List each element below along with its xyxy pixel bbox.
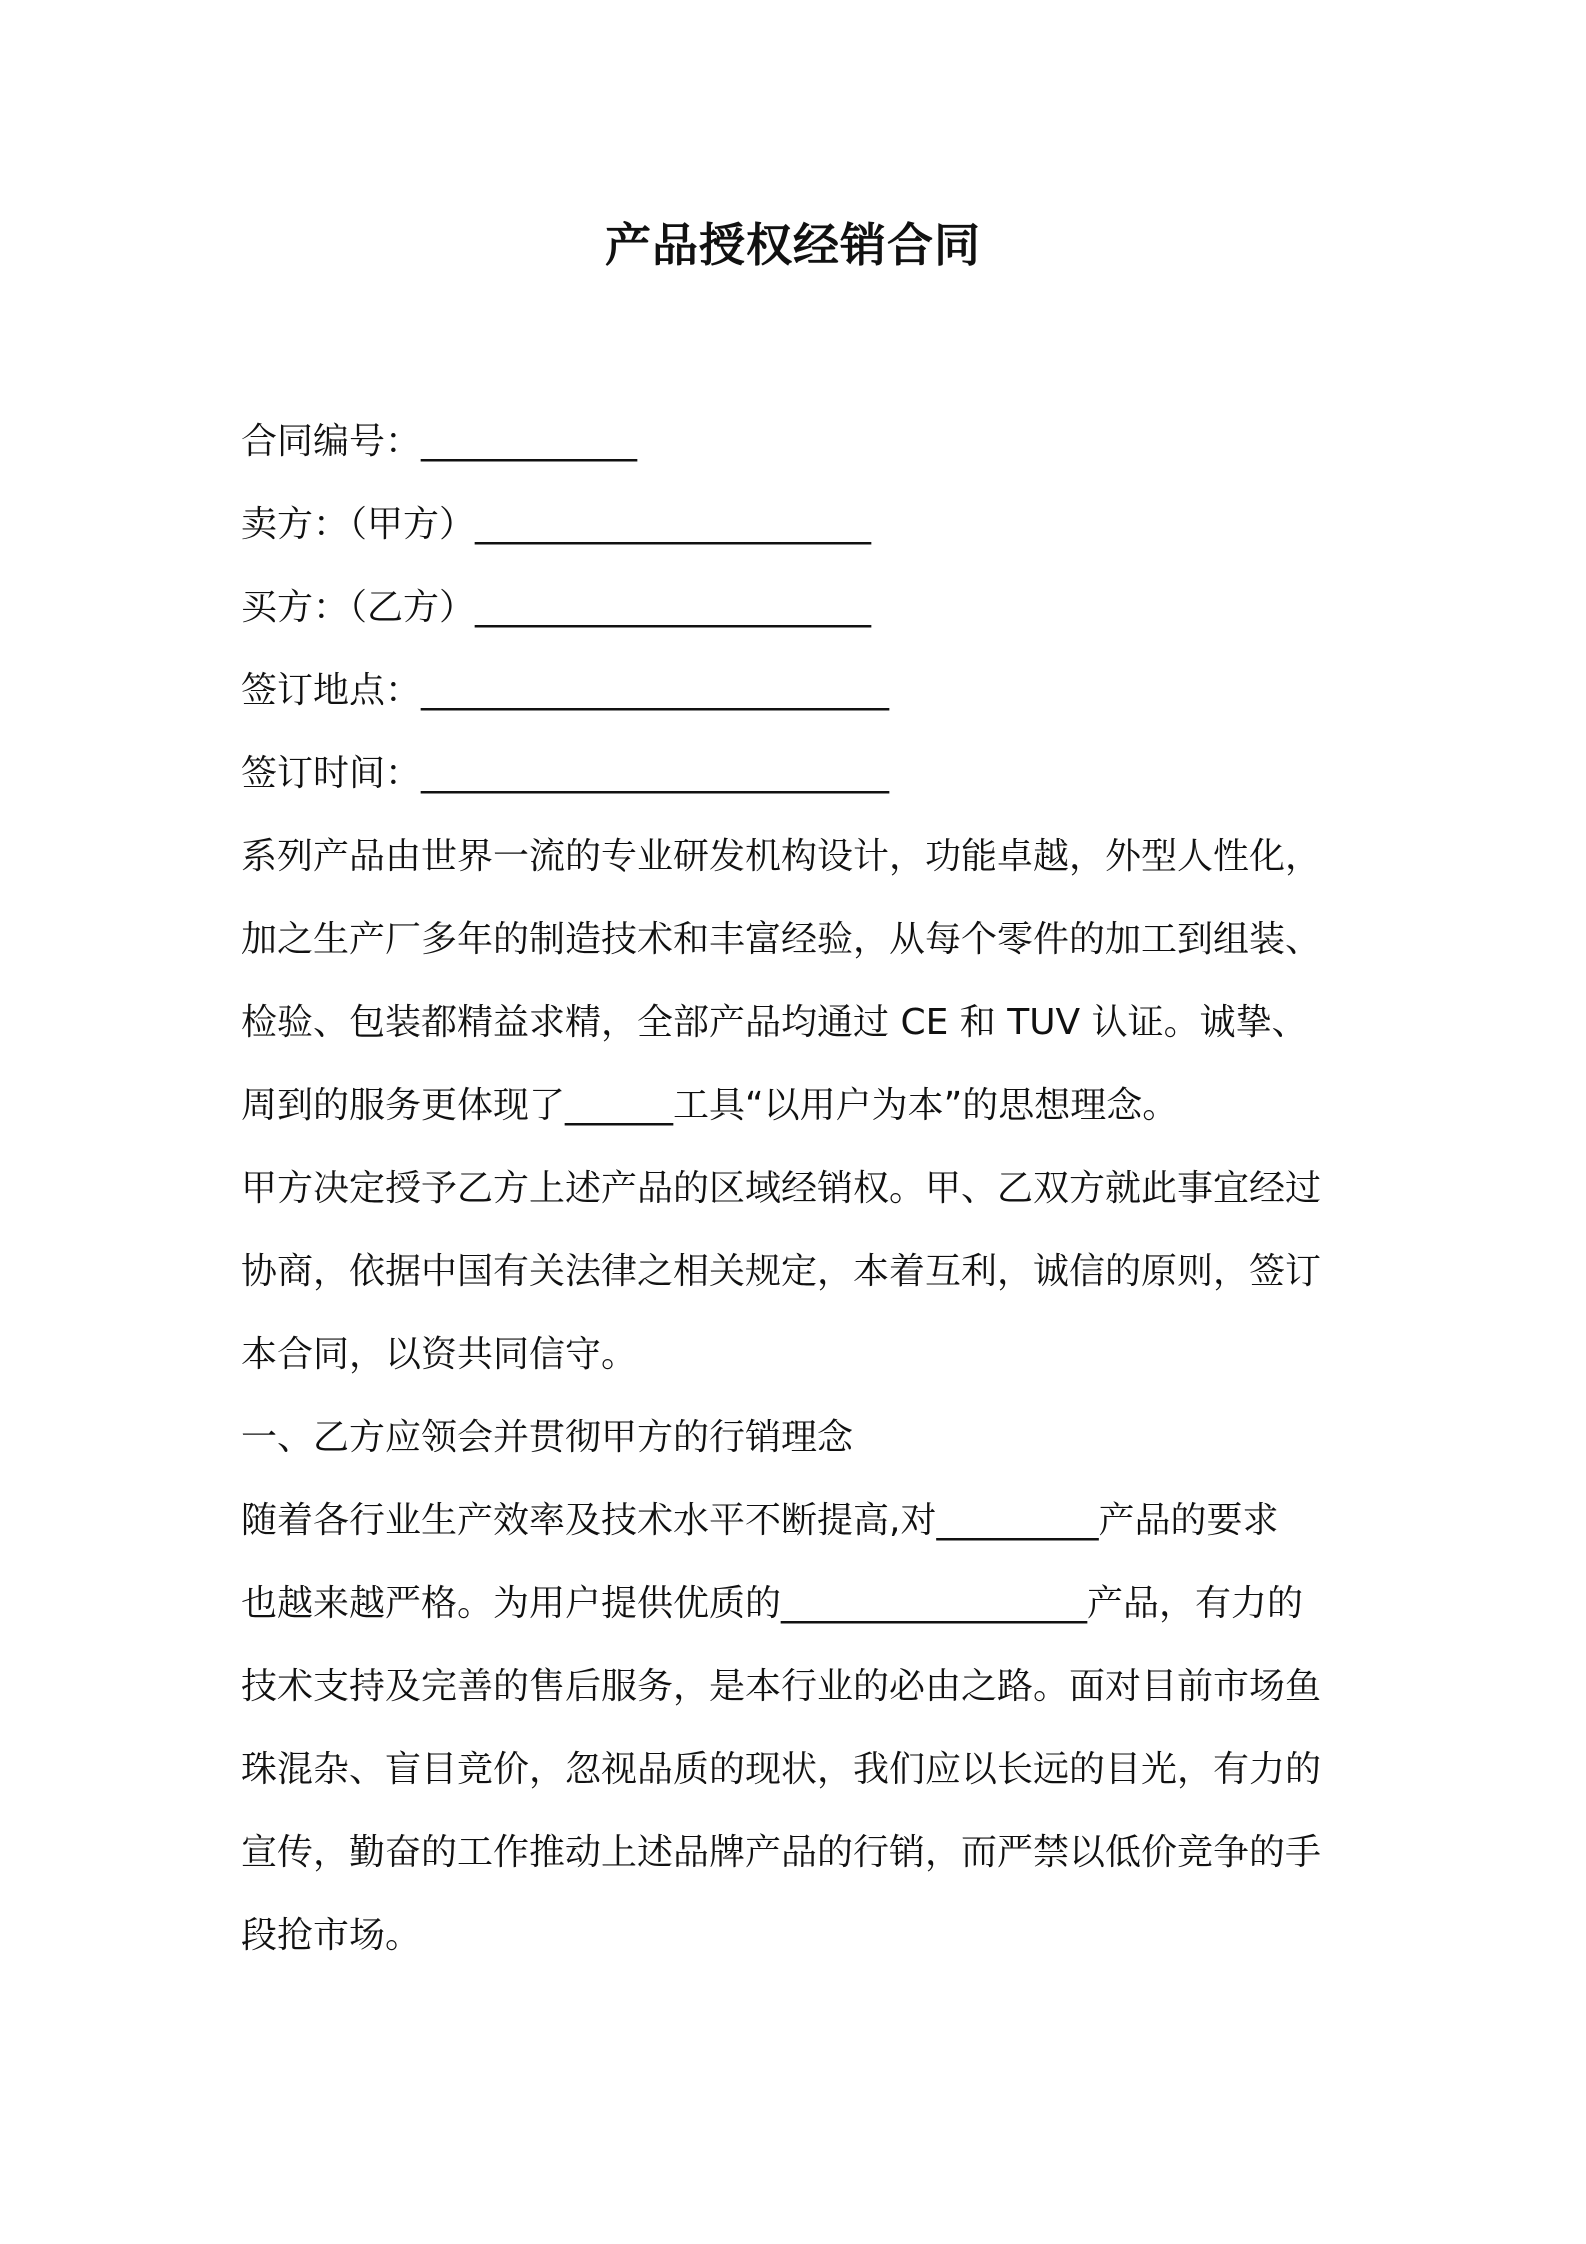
signing-place-line: 签订地点：__________________________ bbox=[241, 670, 890, 711]
seller-line: 卖方：（甲方）______________________ bbox=[241, 504, 872, 545]
paragraph-line: 随着各行业生产效率及技术水平不断提高,对_________产品的要求 bbox=[241, 1500, 1279, 1541]
paragraph-line: 加之生产厂多年的制造技术和丰富经验，从每个零件的加工到组装、 bbox=[241, 919, 1322, 960]
document-body bbox=[241, 400, 1359, 1977]
document-title: 产品授权经销合同 bbox=[605, 218, 981, 272]
paragraph-line: 协商，依据中国有关法律之相关规定，本着互利，诚信的原则，签订 bbox=[241, 1251, 1322, 1292]
contract-number-line: 合同编号：____________ bbox=[241, 421, 638, 462]
paragraph-line: 系列产品由世界一流的专业研发机构设计，功能卓越，外型人性化， bbox=[241, 836, 1322, 877]
paragraph-line: 周到的服务更体现了______工具“以用户为本”的思想理念。 bbox=[241, 1085, 1179, 1126]
buyer-line: 买方：（乙方）______________________ bbox=[241, 587, 872, 628]
paragraph-line: 也越来越严格。为用户提供优质的_________________产品，有力的 bbox=[241, 1583, 1304, 1624]
paragraph-line: 珠混杂、盲目竞价，忽视品质的现状，我们应以长远的目光，有力的 bbox=[241, 1749, 1322, 1790]
paragraph-line: 段抢市场。 bbox=[241, 1915, 422, 1956]
paragraph-line: 宣传，勤奋的工作推动上述品牌产品的行销，而严禁以低价竞争的手 bbox=[241, 1832, 1322, 1873]
paragraph-line: 技术支持及完善的售后服务，是本行业的必由之路。面对目前市场鱼 bbox=[241, 1666, 1322, 1707]
paragraph-line: 甲方决定授予乙方上述产品的区域经销权。甲、乙双方就此事宜经过 bbox=[241, 1168, 1322, 1209]
section-heading: 一、乙方应领会并贯彻甲方的行销理念 bbox=[241, 1417, 854, 1458]
paragraph-line: 本合同，以资共同信守。 bbox=[241, 1334, 638, 1375]
paragraph-line: 检验、包装都精益求精，全部产品均通过 CE 和 TUV 认证。诚挚、 bbox=[241, 1002, 1308, 1043]
signing-time-line: 签订时间：__________________________ bbox=[241, 753, 890, 794]
